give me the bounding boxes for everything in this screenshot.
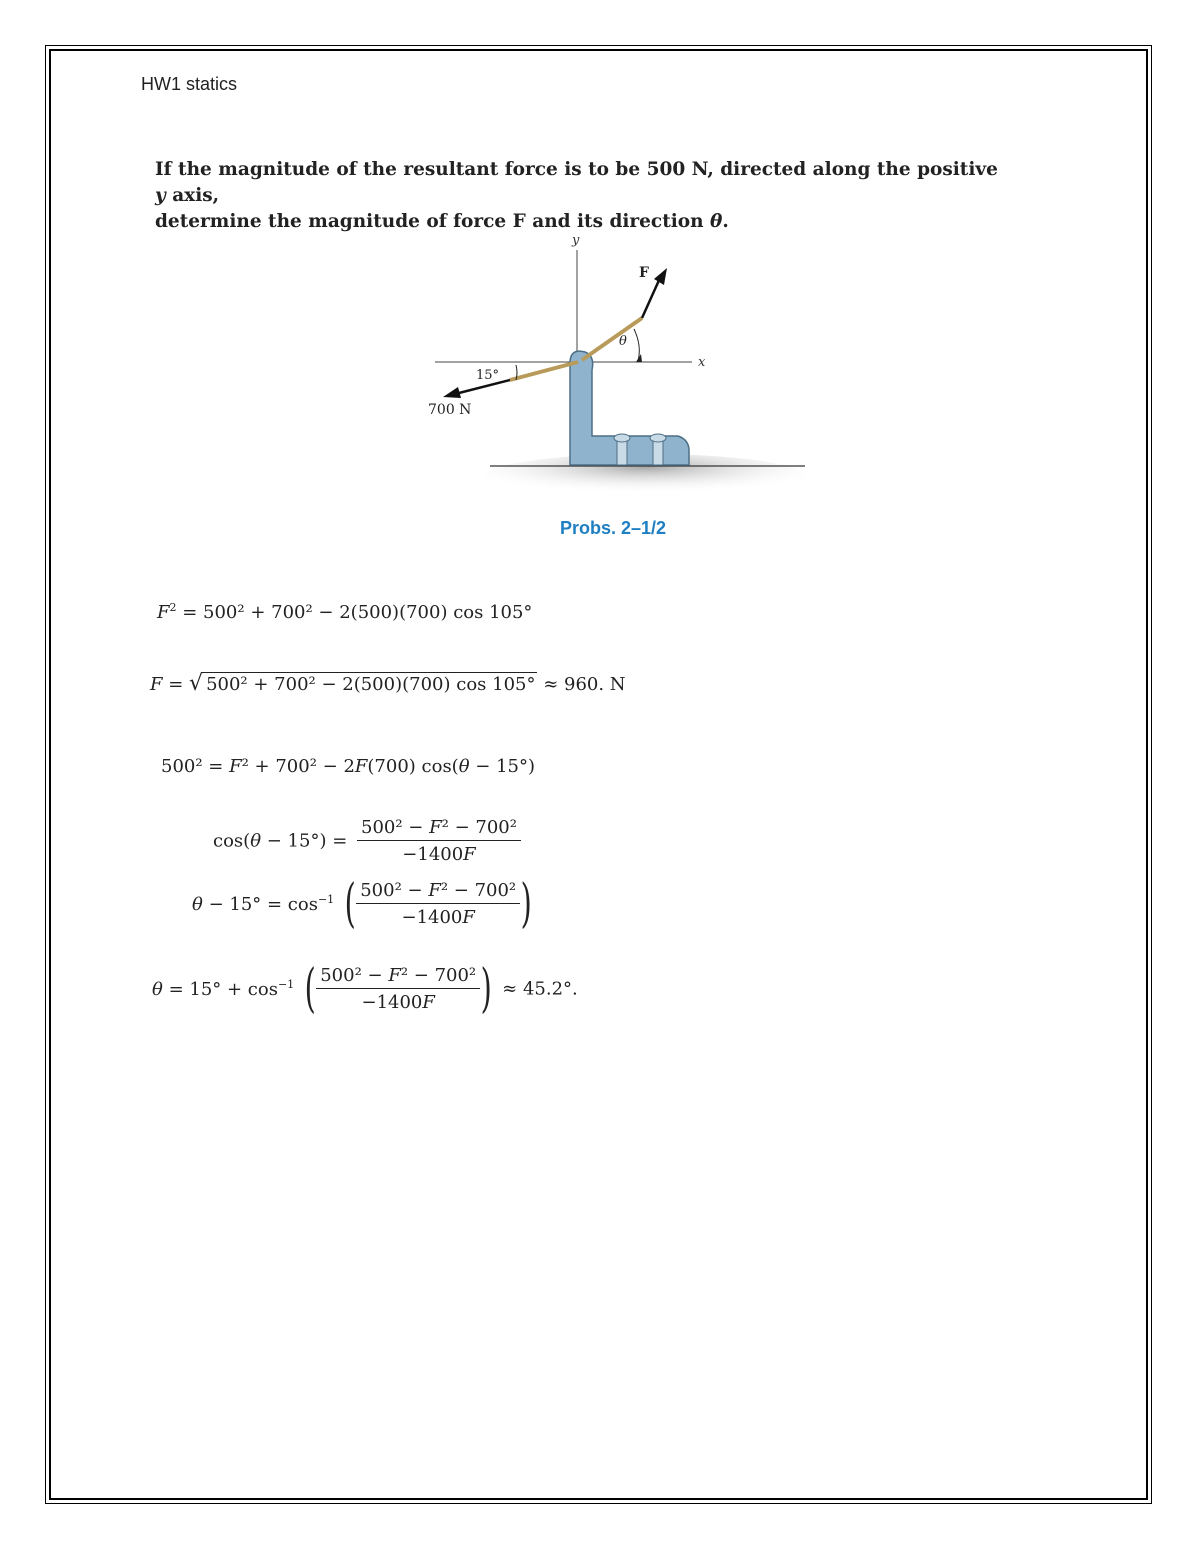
equation-1: $F^2 = 500^2 + 700^2 - 2(500)(700)$ cos 105° bbox=[157, 601, 533, 623]
equation-2: F = √ 500² + 700² − 2(500)(700) cos 105° ≈ 960. N bbox=[150, 671, 626, 696]
figure-caption: Probs. 2–1/2 bbox=[560, 518, 667, 538]
angle-15-arc bbox=[516, 365, 517, 380]
label-15: 15° bbox=[476, 368, 500, 383]
cable-f bbox=[582, 318, 642, 360]
label-700n: 700 N bbox=[428, 402, 472, 418]
equation-5: $\theta - 15^\circ = \cos^{-1}$ ( $\frac{\text{500² − F² − 700²}}{-1400F}$ ) bbox=[192, 874, 532, 934]
equation-3: 500² = F² + 700² − 2F(700) cos(θ − 15°) bbox=[161, 756, 536, 777]
force-diagram bbox=[410, 228, 820, 548]
bracket bbox=[570, 351, 689, 465]
force-f-arrow bbox=[642, 278, 660, 318]
cable-700n bbox=[510, 362, 578, 380]
x-axis-label: x bbox=[698, 355, 706, 370]
label-theta: θ bbox=[619, 334, 627, 349]
equation-4: cos(θ − 15°) = $\frac{\text{500² − F² − 700²}}{-1400F}$ bbox=[213, 817, 525, 865]
theta-arc bbox=[634, 329, 639, 361]
problem-statement: If the magnitude of the resultant force is to be 500 N, directed along the positive y axis, determine the magnitude of force F and its direction θ. bbox=[155, 159, 998, 232]
document-header: HW1 statics bbox=[141, 74, 238, 94]
equation-6: $\theta = 15^\circ + \cos^{-1}$ ( $\frac{\text{500² − F² − 700²}}{-1400F}$ ) ≈ 45.2°. bbox=[152, 959, 578, 1019]
label-f: F bbox=[639, 265, 649, 281]
y-axis-label: y bbox=[572, 233, 580, 248]
